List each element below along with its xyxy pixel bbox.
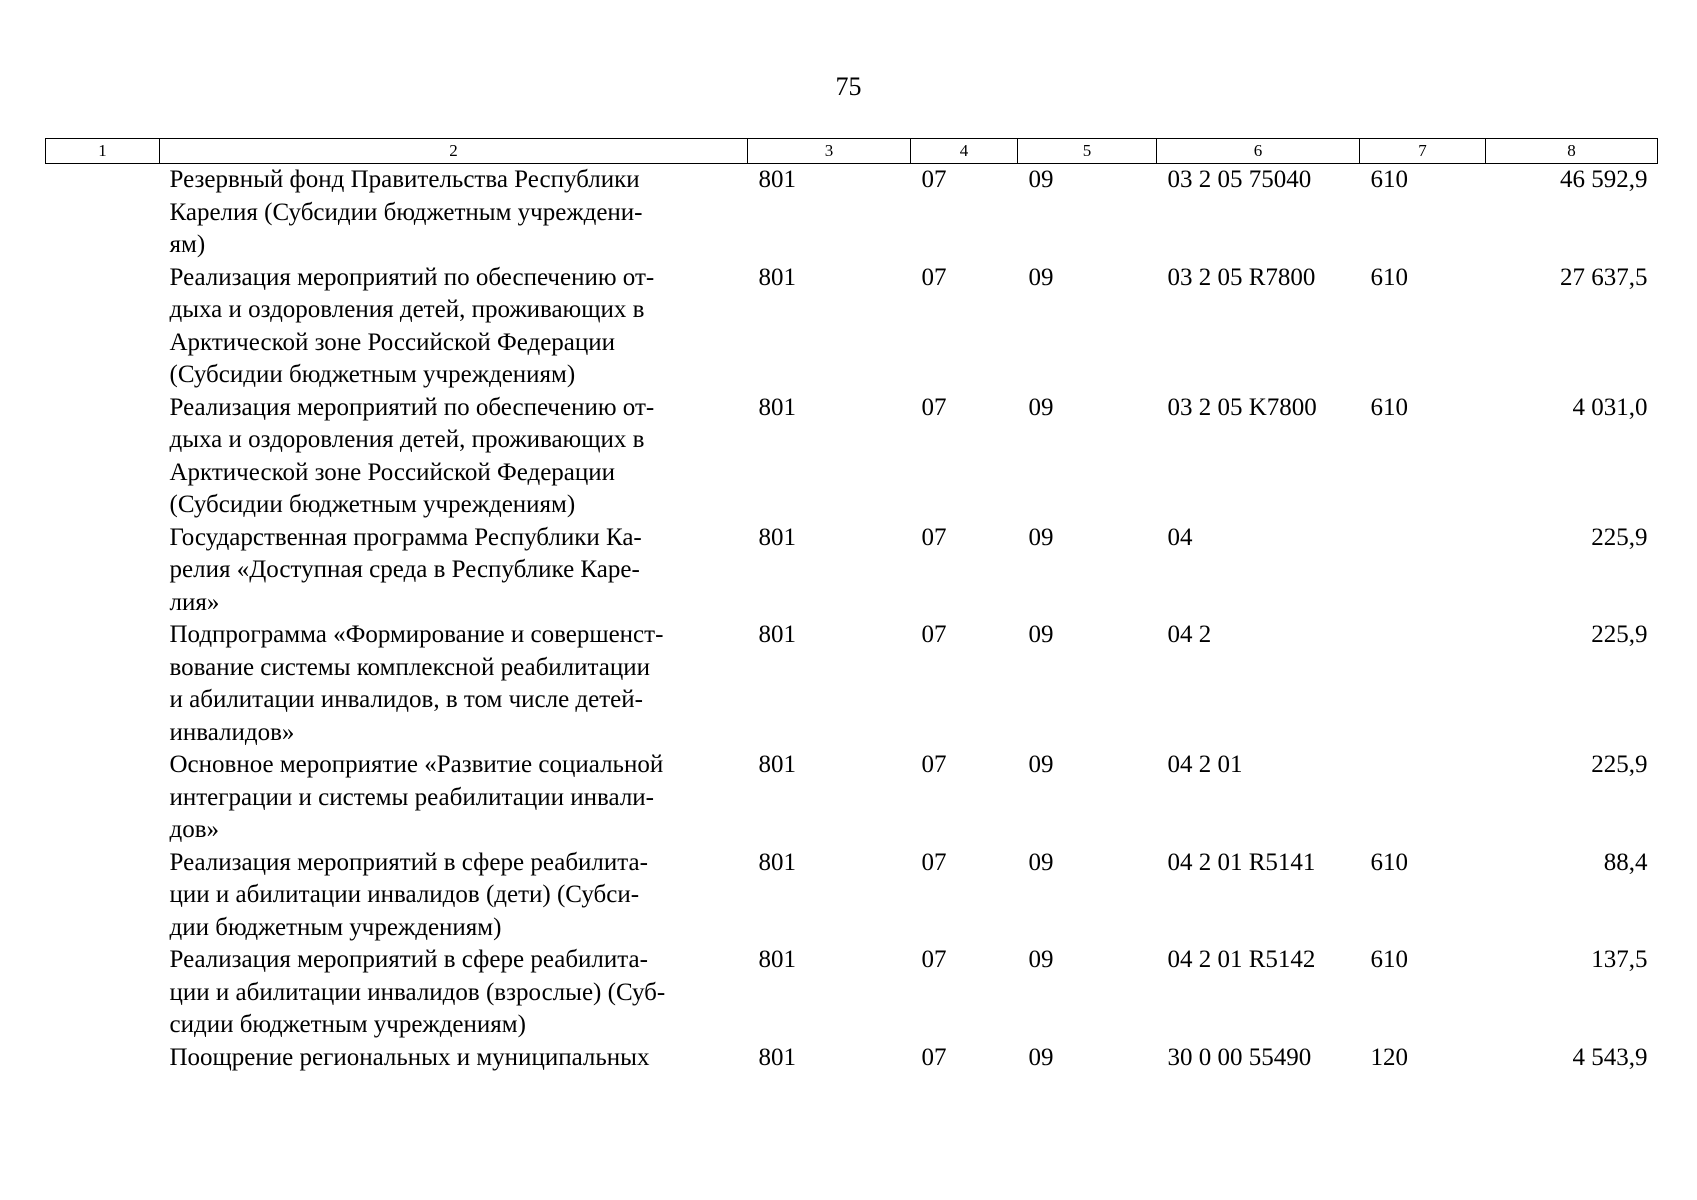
cell-col-1 [46,749,160,847]
name-line: Реализация мероприятий по обеспечению от- [169,393,655,421]
cell-col-1 [46,847,160,945]
cell-name [160,262,748,392]
budget-table [45,138,1658,1074]
name-line: Основное мероприятие «Развитие социальной [169,751,664,778]
header-col-4: 4 [911,139,1018,164]
name-line: лия» [169,588,220,616]
name-line: инвалидов» [169,718,295,746]
name-line: Поощрение региональных и муниципальных [169,1043,650,1071]
cell-col-3: 801 [758,751,796,778]
cell-name [160,1042,748,1075]
cell-col-6: 04 2 01 [1167,751,1243,778]
table-row [46,262,1658,392]
cell-col-4: 07 [921,848,947,876]
cell-col-6: 03 2 05 K7800 [1167,393,1317,421]
cell-name [160,847,748,945]
cell-col-3: 801 [758,166,796,193]
table-header [46,139,1658,164]
name-line: ям) [169,231,206,258]
cell-col-4: 07 [921,166,947,193]
cell-amount: 27 637,5 [1560,263,1648,291]
table-row [46,619,1658,749]
name-line: Реализация мероприятий в сфере реабилита- [169,946,648,973]
cell-amount: 4 543,9 [1572,1043,1648,1071]
cell-name [160,164,748,262]
table-row [46,522,1658,620]
cell-col-1 [46,944,160,1042]
cell-col-7 [1360,619,1486,749]
name-line: дыха и оздоровления детей, проживающих в [169,426,645,453]
name-line: Карелия (Субсидии бюджетным учреждени- [169,198,643,226]
cell-name [160,944,748,1042]
cell-col-4: 07 [921,1043,947,1071]
cell-amount: 88,4 [1603,848,1648,876]
cell-col-7: 610 [1370,166,1408,193]
cell-col-4: 07 [921,263,947,291]
name-line: релия «Доступная среда в Республике Каре- [169,556,640,583]
cell-col-3: 801 [758,946,796,973]
cell-col-1 [46,262,160,392]
cell-amount: 225,9 [1591,621,1648,648]
cell-col-3: 801 [758,393,796,421]
cell-col-6: 04 [1167,523,1193,551]
cell-col-1 [46,164,160,262]
header-col-5: 5 [1018,139,1157,164]
cell-col-5: 09 [1028,523,1054,551]
cell-col-1 [46,619,160,749]
table-body [46,164,1658,1075]
cell-col-7: 610 [1370,263,1408,291]
cell-col-7 [1360,522,1486,620]
name-line: (Субсидии бюджетным учреждениям) [169,491,576,518]
cell-col-1 [46,522,160,620]
cell-amount: 225,9 [1591,523,1648,551]
cell-name [160,522,748,620]
name-line: интеграции и системы реабилитации инвали- [169,783,654,811]
cell-col-1 [46,392,160,522]
cell-col-6: 30 0 00 55490 [1167,1043,1312,1071]
cell-amount: 137,5 [1591,946,1648,973]
name-line: вование системы комплексной реабилитации [169,653,650,681]
name-line: Государственная программа Республики Ка- [169,523,642,551]
name-line: Арктической зоне Российской Федерации [169,458,616,486]
name-line: дов» [169,816,220,843]
table-row [46,1042,1658,1075]
cell-col-4: 07 [921,621,947,648]
name-line: ции и абилитации инвалидов (дети) (Субси- [169,881,640,908]
cell-name [160,619,748,749]
cell-name [160,392,748,522]
name-line: сидии бюджетным учреждениям) [169,1011,526,1038]
cell-col-3: 801 [758,263,796,291]
header-col-3: 3 [748,139,911,164]
header-col-1: 1 [46,139,160,164]
cell-col-7: 610 [1370,393,1408,421]
name-line: Реализация мероприятий по обеспечению от- [169,263,655,291]
cell-col-5: 09 [1028,263,1054,291]
cell-col-3: 801 [758,523,796,551]
cell-col-7 [1360,749,1486,847]
table-row [46,164,1658,262]
name-line: дыха и оздоровления детей, проживающих в [169,296,645,323]
name-line: (Субсидии бюджетным учреждениям) [169,361,576,388]
cell-col-4: 07 [921,751,947,778]
name-line: ции и абилитации инвалидов (взрослые) (Суб- [169,978,666,1006]
header-row [46,139,1658,164]
cell-name [160,749,748,847]
header-col-7: 7 [1360,139,1486,164]
table-row [46,847,1658,945]
cell-col-6: 03 2 05 R7800 [1167,263,1316,291]
cell-col-1 [46,1042,160,1075]
cell-amount: 46 592,9 [1560,166,1648,193]
cell-amount: 225,9 [1591,751,1648,778]
header-col-6: 6 [1157,139,1360,164]
header-col-2: 2 [160,139,748,164]
cell-col-6: 04 2 01 R5141 [1167,848,1316,876]
cell-col-7: 120 [1370,1043,1408,1071]
name-line: Резервный фонд Правительства Республики [169,166,640,193]
name-line: Арктической зоне Российской Федерации [169,328,616,356]
cell-col-4: 07 [921,523,947,551]
name-line: Реализация мероприятий в сфере реабилита- [169,848,648,876]
name-line: Подпрограмма «Формирование и совершенст- [169,621,664,648]
name-line: дии бюджетным учреждениям) [169,913,502,941]
cell-col-5: 09 [1028,848,1054,876]
table-row [46,392,1658,522]
cell-col-7: 610 [1370,848,1408,876]
cell-col-4: 07 [921,946,947,973]
table-row [46,944,1658,1042]
cell-col-5: 09 [1028,946,1054,973]
header-col-8: 8 [1486,139,1658,164]
cell-col-6: 04 2 [1167,621,1212,648]
cell-col-5: 09 [1028,751,1054,778]
cell-col-7: 610 [1370,946,1408,973]
name-line: и абилитации инвалидов, в том числе детей- [169,686,643,713]
cell-amount: 4 031,0 [1572,393,1648,421]
cell-col-5: 09 [1028,621,1054,648]
cell-col-3: 801 [758,1043,796,1071]
table-row [46,749,1658,847]
cell-col-6: 03 2 05 75040 [1167,166,1312,193]
cell-col-4: 07 [921,393,947,421]
cell-col-6: 04 2 01 R5142 [1167,946,1316,973]
cell-col-5: 09 [1028,1043,1054,1071]
cell-col-5: 09 [1028,393,1054,421]
cell-col-3: 801 [758,621,796,648]
cell-col-5: 09 [1028,166,1054,193]
cell-col-3: 801 [758,848,796,876]
page-number: 75 [835,72,862,101]
